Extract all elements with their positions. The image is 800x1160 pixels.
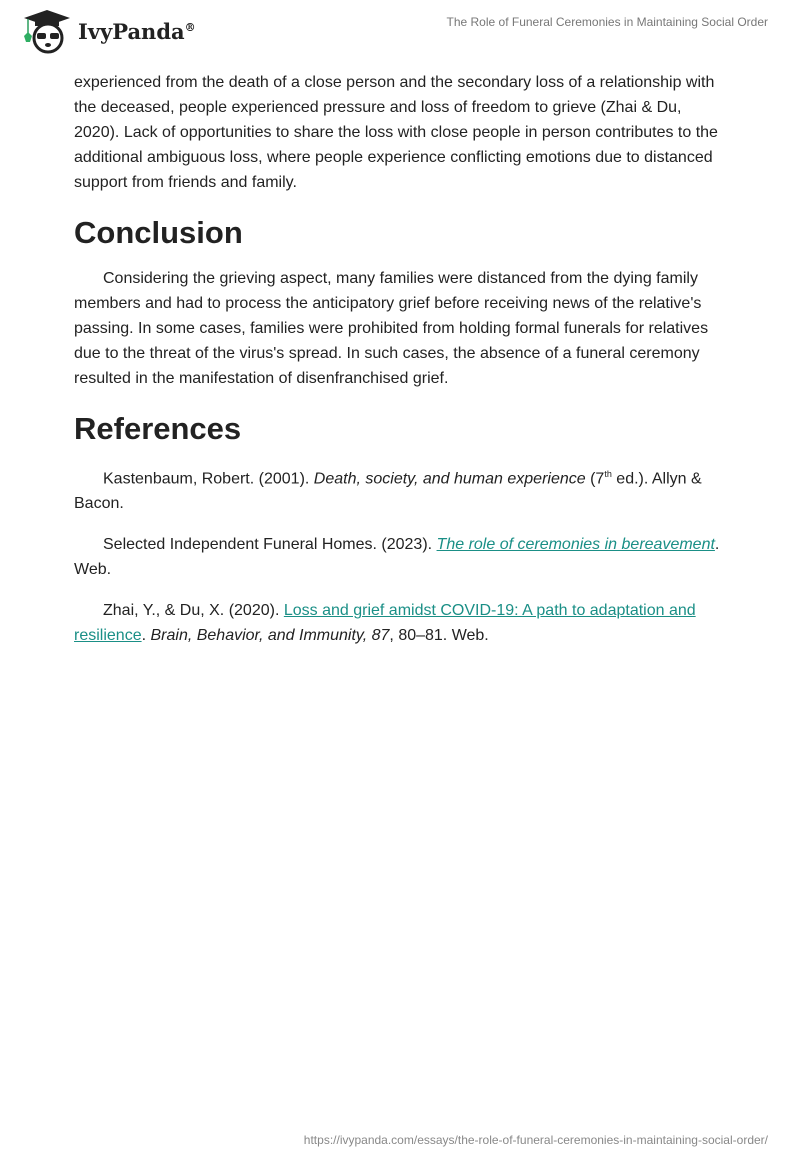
brand-text: IvyPanda (78, 18, 185, 44)
ref-author: Kastenbaum, Robert. (2001). (103, 470, 314, 488)
ref-separator: . (141, 627, 151, 645)
ref-author: Zhai, Y., & Du, X. (2020). (103, 602, 284, 620)
essay-body (74, 70, 726, 664)
ref-edition: (7 (585, 470, 605, 488)
document-title: The Role of Funeral Ceremonies in Maintaining Social Order (446, 15, 768, 29)
ref-link[interactable]: The role of ceremonies in bereavement (436, 536, 715, 554)
ref-journal: Brain, Behavior, and Immunity, 87 (150, 627, 390, 645)
ref-author: Selected Independent Funeral Homes. (2023). (103, 536, 437, 554)
ref-edition-sup: th (604, 469, 612, 479)
ref-publisher: ed.). Allyn & Bacon. (74, 470, 702, 513)
reference-item (74, 462, 726, 516)
reference-item (74, 598, 726, 648)
registered-mark: ® (184, 20, 196, 34)
ref-pages: , 80–81. Web. (389, 627, 489, 645)
footer-url: https://ivypanda.com/essays/the-role-of-funeral-ceremonies-in-maintaining-social-order/ (303, 1133, 768, 1147)
reference-item (74, 532, 726, 582)
panda-graduate-icon (22, 8, 72, 54)
ref-suffix: . Web. (74, 536, 720, 579)
brand-name (78, 19, 196, 44)
ref-title: Death, society, and human experience (313, 470, 586, 488)
ivypanda-logo[interactable] (22, 8, 196, 54)
conclusion-paragraph: Considering the grieving aspect, many families were distanced from the dying family members and had to process the anticipatory grief before receiving news of the relative's passing. In some cases, families were prohibited from holding formal funerals for relatives due to the threat of the virus's spread. In such cases, the absence of a funeral ceremony resulted in the manifestation of disenfranchised grief. (74, 270, 709, 387)
intro-paragraph: experienced from the death of a close person and the secondary loss of a relationship with the deceased, people experienced pressure and loss of freedom to grieve (Zhai & Du, 2020). Lack of opportunities to share the loss with close people in person contributes to the additional ambiguous loss, where people experience conflicting emotions due to distanced support from friends and family. (74, 74, 718, 191)
ref-link[interactable]: Loss and grief amidst COVID-19: A path to adaptation and resilience (74, 602, 696, 645)
conclusion-heading: Conclusion (74, 215, 243, 250)
references-heading: References (74, 411, 242, 446)
